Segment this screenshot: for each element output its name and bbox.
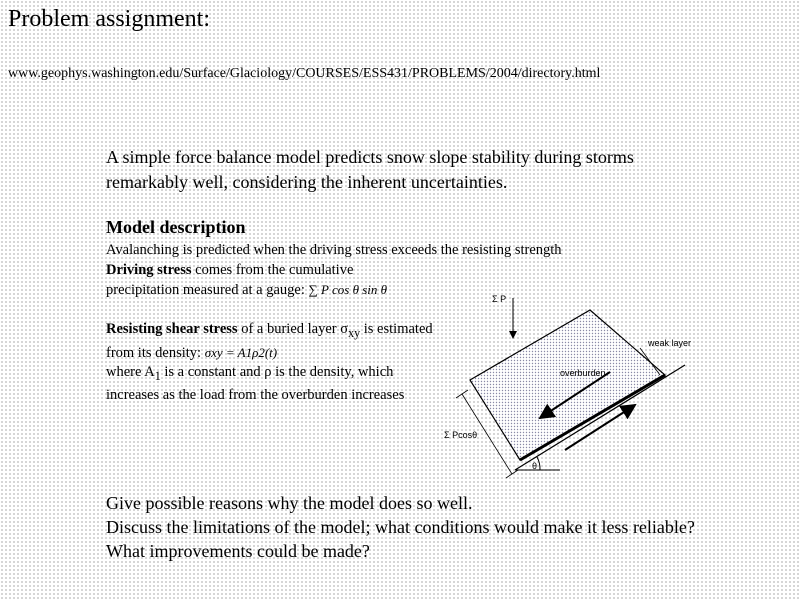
resisting-sub-3: 1 [154,368,161,383]
slope-diagram [420,290,710,485]
model-heading: Model description [106,217,246,237]
weak-layer-label: weak layer [648,338,692,348]
intro-text: A simple force balance model predicts snow slope stability during storms remarkably well, considering the inherent uncertainties. [106,147,634,192]
pcos-tick-top [456,390,468,398]
driving-formula: ∑ P cos θ sin θ [308,282,388,297]
sum-pcos-label: Σ Pcosθ [444,430,478,440]
resisting-desc-3: where A [106,363,155,380]
pcos-tick-bottom [506,470,518,478]
resisting-desc-4: is a constant and ρ is the density, which increases as the load from the overburden increases [106,363,405,403]
resisting-formula: σxy = A1ρ2(t) [204,344,278,360]
angle-arc [537,457,540,470]
resisting-desc-2: is estimated from its density: [106,321,433,361]
avalanche-condition: Avalanching is predicted when the driving stress exceeds the resisting strength [106,242,562,258]
resisting-stress-text [106,320,436,405]
driving-stress-desc: comes from the cumulative precipitation measured at a gauge: [106,262,354,298]
sum-p-label: Σ P [492,294,507,304]
question-1: Give possible reasons why the model does so well. [106,493,473,513]
driving-stress-label: Driving stress [106,262,192,278]
overburden-label: overburden [560,368,606,378]
question-2: Discuss the limitations of the model; what conditions would make it less reliable? [106,517,695,537]
driving-stress-text [106,261,426,300]
theta-label: θ [532,461,538,471]
resisting-stress-label: Resisting shear stress [106,321,238,337]
source-url: www.geophys.washington.edu/Surface/Glaciology/COURSES/ESS431/PROBLEMS/2004/directory.html [8,66,601,81]
resisting-desc-1: of a buried layer σ [237,321,349,337]
question-3: What improvements could be made? [106,541,370,561]
resisting-sub-1: xy [348,325,361,340]
page-title: Problem assignment: [8,6,210,32]
questions [106,491,726,563]
